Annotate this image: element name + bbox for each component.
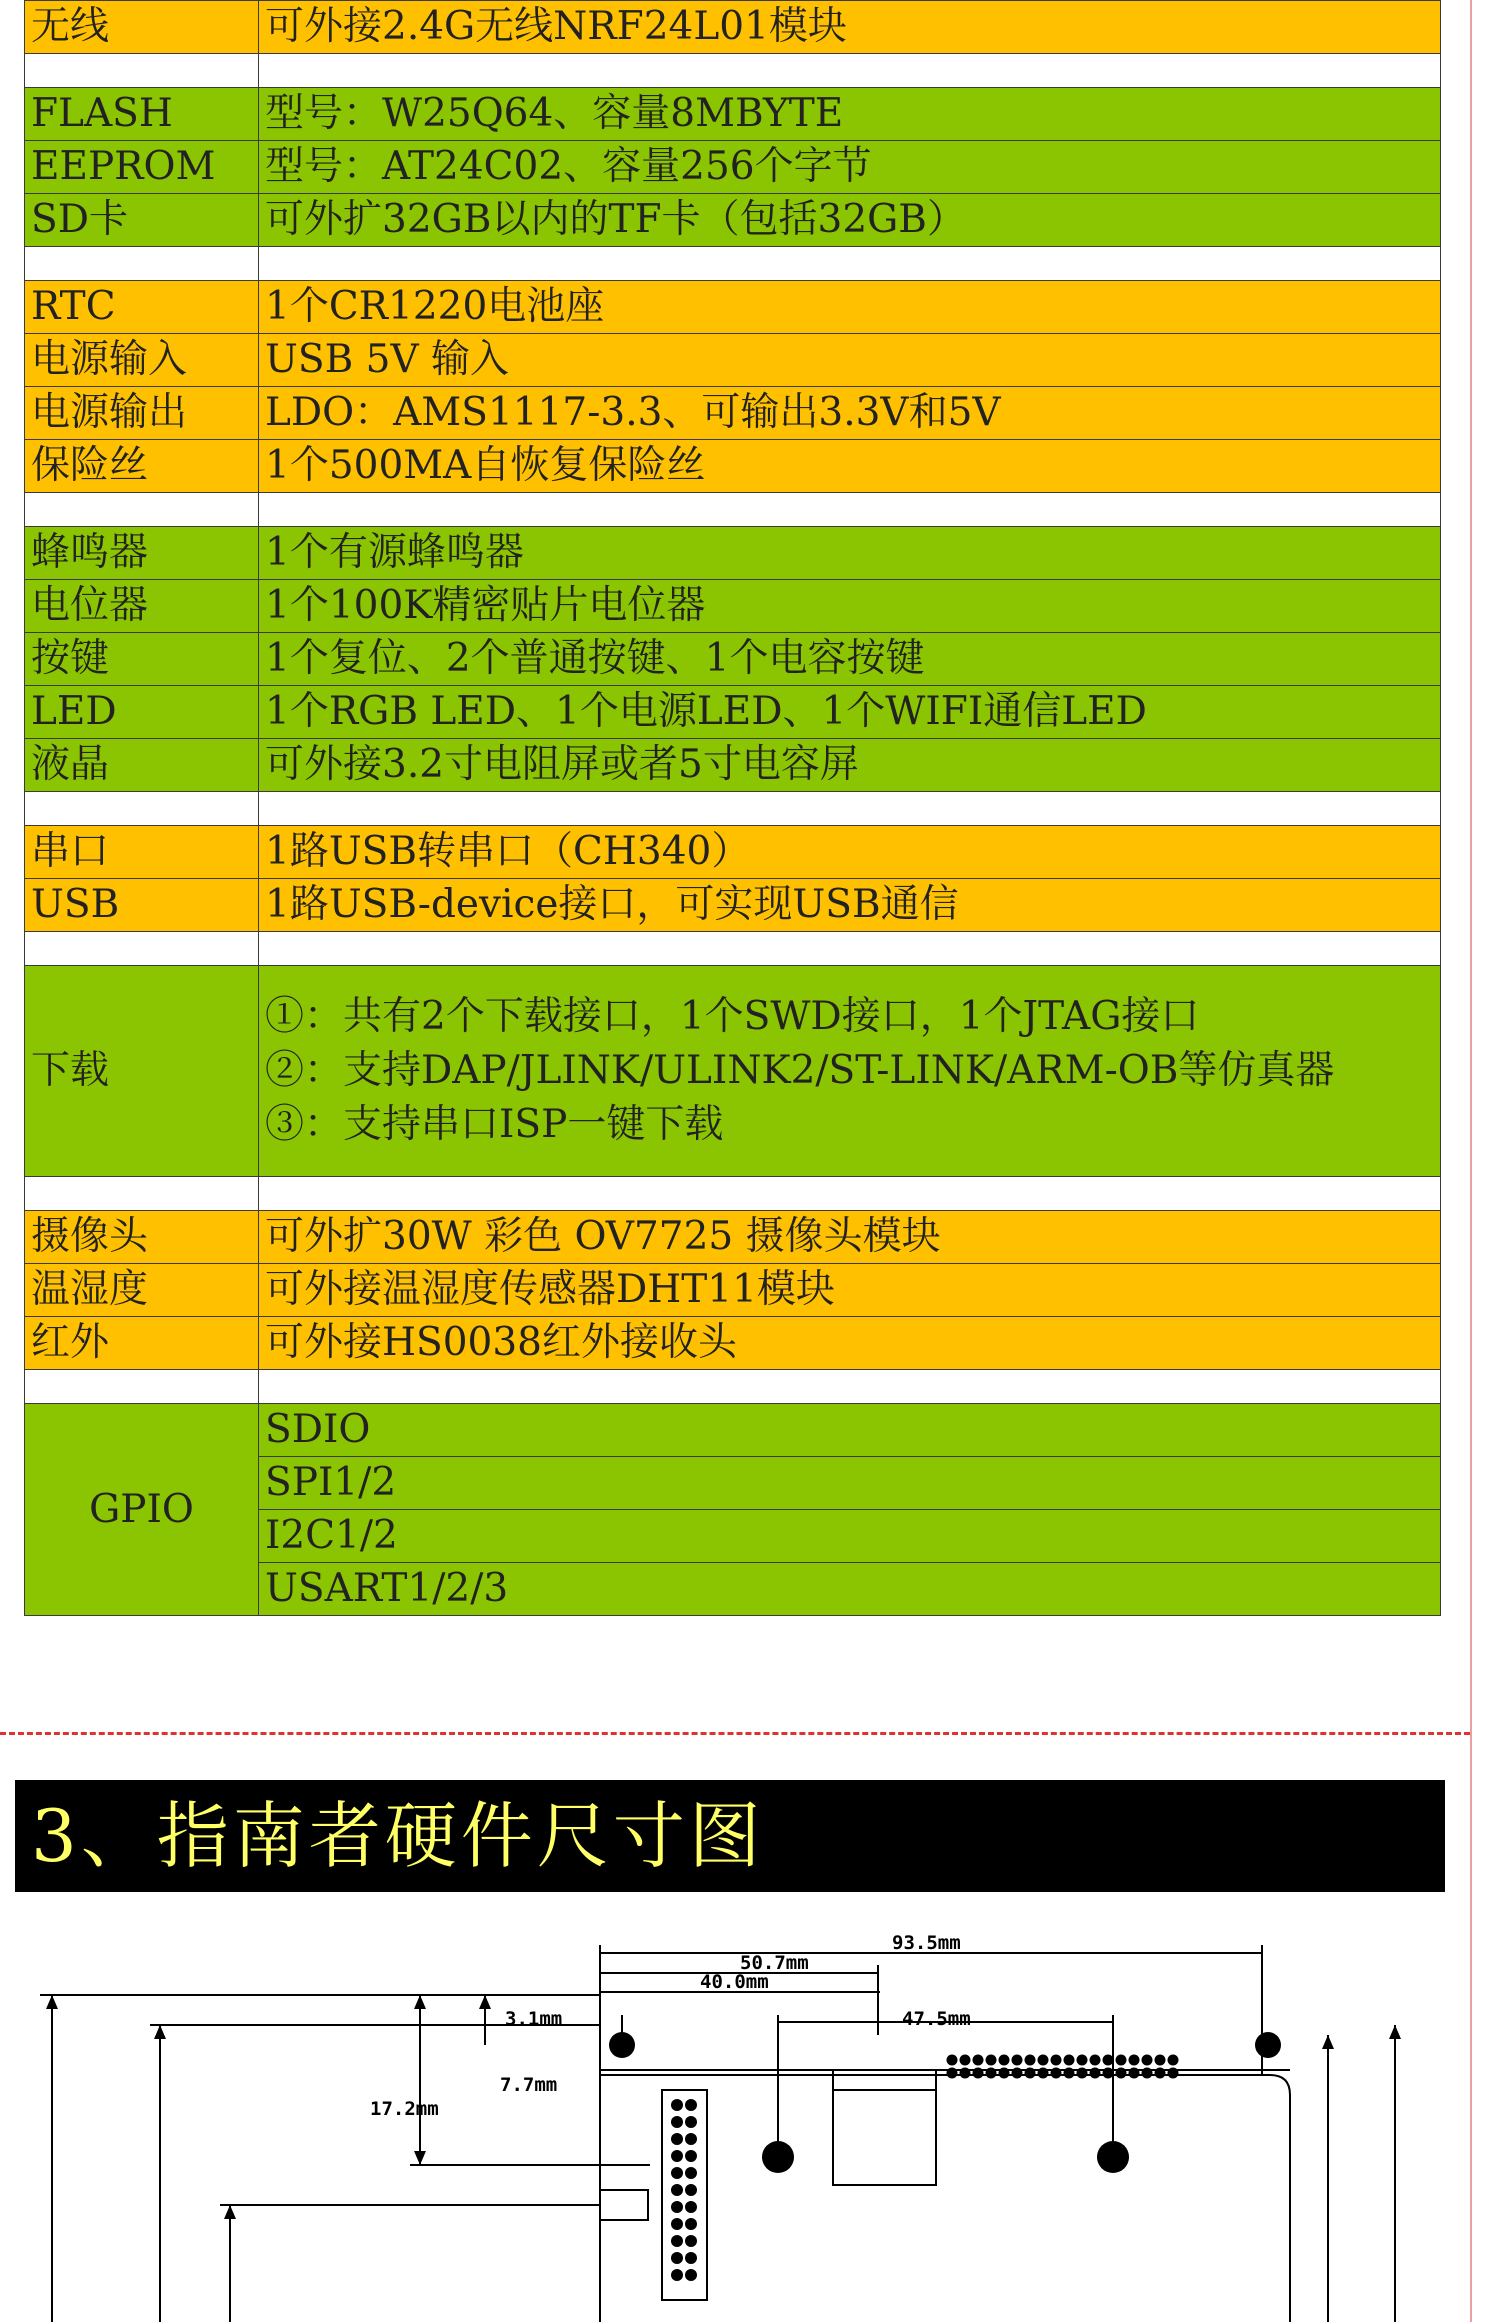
header-pin	[685, 2218, 697, 2230]
header-pin	[671, 2116, 683, 2128]
spec-label: 下载	[25, 966, 259, 1177]
section-title: 3、指南者硬件尺寸图	[15, 1780, 1445, 1892]
spec-label: 摄像头	[25, 1211, 259, 1264]
dim-17: 17.2mm	[370, 2098, 439, 2120]
gpio-row	[25, 1404, 1441, 1457]
spec-row	[25, 879, 1441, 932]
header-pin	[671, 2167, 683, 2179]
spacer-cell	[259, 1370, 1441, 1404]
mount-hole-4	[1097, 2141, 1129, 2173]
spec-row	[25, 281, 1441, 334]
download-lines	[259, 966, 1441, 1177]
header-pin	[671, 2133, 683, 2145]
spec-label: 无线	[25, 1, 259, 54]
header-pin	[685, 2133, 697, 2145]
header-pin	[671, 2184, 683, 2196]
download-line: ②：支持DAP/JLINK/ULINK2/ST-LINK/ARM-OB等仿真器	[265, 1048, 1335, 1093]
header-pin	[1142, 2055, 1153, 2066]
header-pin	[986, 2055, 997, 2066]
spec-label: SD卡	[25, 194, 259, 247]
spec-value: 1个有源蜂鸣器	[259, 527, 1441, 580]
gpio-item: I2C1/2	[259, 1510, 1441, 1563]
header-pin	[685, 2269, 697, 2281]
header-pin	[1103, 2068, 1114, 2079]
spacer-row	[25, 247, 1441, 281]
spec-row	[25, 686, 1441, 739]
page-right-border	[1470, 0, 1472, 2322]
spec-row	[25, 88, 1441, 141]
spacer-cell	[25, 54, 259, 88]
header-pin	[1103, 2055, 1114, 2066]
spec-label: 电位器	[25, 580, 259, 633]
spec-value: 可外接2.4G无线NRF24L01模块	[259, 1, 1441, 54]
header-pin	[1129, 2055, 1140, 2066]
header-pin	[685, 2150, 697, 2162]
spec-row	[25, 580, 1441, 633]
side-connector	[662, 2090, 707, 2300]
header-pin	[671, 2150, 683, 2162]
mount-hole-2	[1255, 2032, 1281, 2058]
spec-value: 1路USB-device接口，可实现USB通信	[259, 879, 1441, 932]
hardware-dimension-drawing	[0, 1895, 1466, 2322]
spec-label: FLASH	[25, 88, 259, 141]
header-pin	[947, 2055, 958, 2066]
spec-value: 可外接3.2寸电阻屏或者5寸电容屏	[259, 739, 1441, 792]
spacer-cell	[259, 493, 1441, 527]
spec-label: 蜂鸣器	[25, 527, 259, 580]
spacer-cell	[259, 792, 1441, 826]
spec-label: 电源输出	[25, 387, 259, 440]
spec-value: 可外接温湿度传感器DHT11模块	[259, 1264, 1441, 1317]
spec-value: 1个复位、2个普通按键、1个电容按键	[259, 633, 1441, 686]
spacer-row	[25, 1370, 1441, 1404]
header-pin	[1090, 2068, 1101, 2079]
dim-3: 3.1mm	[505, 2008, 563, 2030]
spec-row	[25, 141, 1441, 194]
header-pin	[1168, 2055, 1179, 2066]
download-line: ③：支持串口ISP一键下载	[265, 1102, 724, 1147]
header-pin	[973, 2068, 984, 2079]
spacer-row	[25, 792, 1441, 826]
spec-value: 1个100K精密贴片电位器	[259, 580, 1441, 633]
spacer-row	[25, 493, 1441, 527]
spec-value: 型号：W25Q64、容量8MBYTE	[259, 88, 1441, 141]
header-pin	[1051, 2068, 1062, 2079]
dim-93: 93.5mm	[892, 1932, 961, 1954]
header-pin	[1051, 2055, 1062, 2066]
dim-47: 47.5mm	[902, 2008, 971, 2030]
spec-label: USB	[25, 879, 259, 932]
spec-row	[25, 1, 1441, 54]
header-pin	[685, 2184, 697, 2196]
gpio-item: USART1/2/3	[259, 1563, 1441, 1616]
header-pin	[1077, 2055, 1088, 2066]
dim-40: 40.0mm	[700, 1971, 769, 1993]
header-pin	[1012, 2068, 1023, 2079]
spec-row	[25, 194, 1441, 247]
spec-row-download	[25, 966, 1441, 1177]
spec-row	[25, 387, 1441, 440]
mount-hole-3	[762, 2141, 794, 2173]
header-pin	[999, 2055, 1010, 2066]
header-pin	[960, 2055, 971, 2066]
header-pin	[1025, 2055, 1036, 2066]
header-pin	[685, 2116, 697, 2128]
header-pin	[1129, 2068, 1140, 2079]
spec-row	[25, 527, 1441, 580]
spec-row	[25, 633, 1441, 686]
header-pin	[1038, 2055, 1049, 2066]
spacer-cell	[259, 1177, 1441, 1211]
spacer-cell	[25, 247, 259, 281]
usb-port	[600, 2190, 648, 2220]
spec-value: 1个RGB LED、1个电源LED、1个WIFI通信LED	[259, 686, 1441, 739]
spec-label: EEPROM	[25, 141, 259, 194]
spacer-cell	[25, 1177, 259, 1211]
spec-label: 按键	[25, 633, 259, 686]
spacer-row	[25, 932, 1441, 966]
header-pin	[685, 2252, 697, 2264]
header-pin	[960, 2068, 971, 2079]
gpio-label: GPIO	[25, 1404, 259, 1616]
board-outline	[600, 2075, 1290, 2322]
spec-value: 可外扩32GB以内的TF卡（包括32GB）	[259, 194, 1441, 247]
header-pin	[671, 2235, 683, 2247]
header-pin	[685, 2099, 697, 2111]
header-pin	[671, 2252, 683, 2264]
spec-row	[25, 826, 1441, 879]
spec-value: 1路USB转串口（CH340）	[259, 826, 1441, 879]
header-pin	[1025, 2068, 1036, 2079]
spec-value: 1个500MA自恢复保险丝	[259, 440, 1441, 493]
spec-label: RTC	[25, 281, 259, 334]
header-pin	[1012, 2055, 1023, 2066]
spec-row	[25, 1317, 1441, 1370]
spec-label: 电源输入	[25, 334, 259, 387]
spec-label: 红外	[25, 1317, 259, 1370]
spec-label: 液晶	[25, 739, 259, 792]
header-pin	[1116, 2068, 1127, 2079]
spacer-cell	[25, 493, 259, 527]
gpio-item: SDIO	[259, 1404, 1441, 1457]
header-pin	[671, 2218, 683, 2230]
header-pin	[1038, 2068, 1049, 2079]
header-pin	[1142, 2068, 1153, 2079]
header-pin	[685, 2235, 697, 2247]
mount-hole-1	[609, 2032, 635, 2058]
header-pin	[1077, 2068, 1088, 2079]
spec-table	[24, 0, 1441, 1616]
header-pin	[685, 2201, 697, 2213]
dim-50: 50.7mm	[740, 1952, 809, 1974]
usb-module	[833, 2090, 936, 2185]
spacer-cell	[25, 792, 259, 826]
spec-row	[25, 1211, 1441, 1264]
spacer-cell	[259, 247, 1441, 281]
header-pin	[947, 2068, 958, 2079]
spec-row	[25, 1264, 1441, 1317]
header-pin	[1064, 2055, 1075, 2066]
spacer-row	[25, 1177, 1441, 1211]
header-pin	[671, 2201, 683, 2213]
dim-7: 7.7mm	[500, 2074, 558, 2096]
section-separator	[0, 1732, 1470, 1735]
spacer-cell	[259, 54, 1441, 88]
header-pin	[1064, 2068, 1075, 2079]
header-pin	[1168, 2068, 1179, 2079]
download-line: ①：共有2个下载接口，1个SWD接口，1个JTAG接口	[265, 994, 1200, 1039]
spec-value: USB 5V 输入	[259, 334, 1441, 387]
spec-value: 型号：AT24C02、容量256个字节	[259, 141, 1441, 194]
header-pin	[999, 2068, 1010, 2079]
spec-label: LED	[25, 686, 259, 739]
header-pin	[685, 2167, 697, 2179]
spec-row	[25, 334, 1441, 387]
spacer-cell	[25, 932, 259, 966]
header-pin	[1155, 2068, 1166, 2079]
spacer-row	[25, 54, 1441, 88]
header-pin	[973, 2055, 984, 2066]
header-pin	[1090, 2055, 1101, 2066]
spec-label: 温湿度	[25, 1264, 259, 1317]
gpio-item: SPI1/2	[259, 1457, 1441, 1510]
spacer-cell	[259, 932, 1441, 966]
header-pin	[671, 2269, 683, 2281]
header-pin	[671, 2099, 683, 2111]
spec-label: 串口	[25, 826, 259, 879]
spacer-cell	[25, 1370, 259, 1404]
header-pin	[1155, 2055, 1166, 2066]
spec-value: 可外扩30W 彩色 OV7725 摄像头模块	[259, 1211, 1441, 1264]
spec-value: 可外接HS0038红外接收头	[259, 1317, 1441, 1370]
spec-value: 1个CR1220电池座	[259, 281, 1441, 334]
spec-value: LDO：AMS1117-3.3、可输出3.3V和5V	[259, 387, 1441, 440]
header-pin	[1116, 2055, 1127, 2066]
spec-row	[25, 739, 1441, 792]
spec-label: 保险丝	[25, 440, 259, 493]
header-pin	[986, 2068, 997, 2079]
spec-row	[25, 440, 1441, 493]
